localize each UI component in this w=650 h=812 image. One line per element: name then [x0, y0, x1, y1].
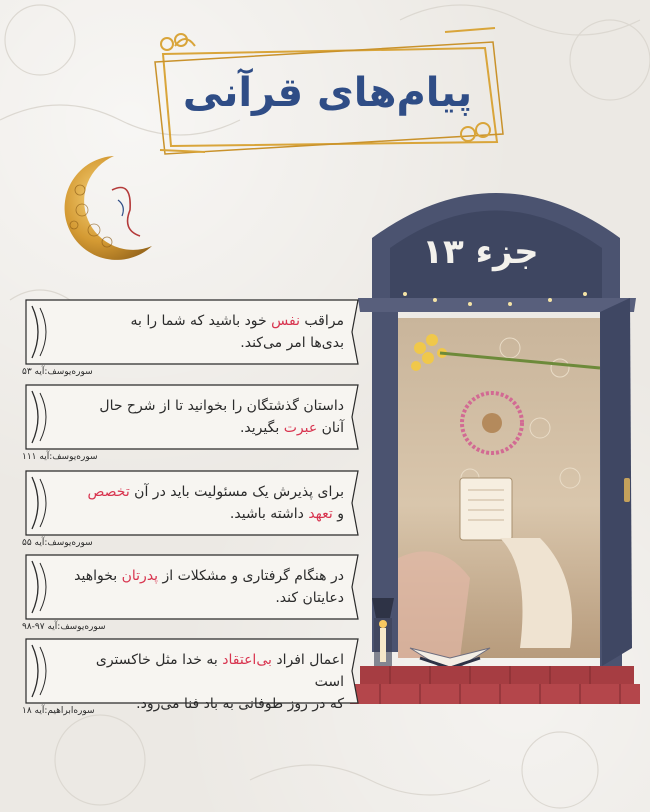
highlight-word: نفس	[271, 313, 300, 329]
card-text-part: داشته باشید.	[229, 506, 309, 522]
card-text	[74, 649, 344, 715]
highlight-word: پدرتان	[121, 568, 159, 584]
card-text-part: بگیرید.	[239, 420, 284, 436]
card-text-part: در هنگام گرفتاری و مشکلات از	[158, 568, 344, 584]
card-text-part: و	[332, 506, 344, 522]
card-text	[74, 565, 344, 609]
card-text-part: خود باشید که شما را به	[130, 313, 272, 329]
card-text-part: داستان گذشتگان را بخوانید تا از شرح حال	[99, 398, 344, 414]
card-text-part: اعمال افراد	[271, 652, 344, 668]
page-title: پیام‌های قرآنی	[182, 70, 473, 116]
verse-reference: سوره‌یوسف:آیه ۵۳	[22, 367, 93, 377]
message-card	[22, 637, 362, 716]
card-text-part: آنان	[317, 420, 344, 436]
card-text-line2: که در روز طوفانی به باد فنا می‌رود.	[136, 696, 344, 712]
verse-reference: سوره‌یوسف:آیه ۱۱۱	[22, 452, 98, 462]
highlight-word: بی‌اعتقاد	[222, 652, 272, 668]
verse-reference: سوره‌یوسف:آیه ۵۵	[22, 538, 93, 548]
card-text-line2: بدی‌ها امر می‌کند.	[240, 335, 344, 351]
message-card	[22, 553, 362, 632]
highlight-word: تعهد	[308, 506, 333, 522]
verse-reference: سوره‌ابراهیم:آیه ۱۸	[22, 706, 95, 716]
highlight-word: عبرت	[283, 420, 318, 436]
card-text-line2: دعایتان کند.	[275, 590, 344, 606]
card-text-part: مراقب	[299, 313, 344, 329]
title-banner	[145, 22, 510, 162]
card-text	[74, 481, 344, 525]
card-text	[74, 310, 344, 354]
card-text	[74, 395, 344, 439]
crescent-moon-icon	[52, 150, 162, 265]
card-text-part: بخواهید	[74, 568, 122, 584]
message-card	[22, 383, 362, 462]
juz-label: جزء ۱۳	[422, 232, 539, 272]
card-text-part: برای پذیرش یک مسئولیت باید در آن	[129, 484, 344, 500]
message-card	[22, 298, 362, 377]
card-text-part: به خدا مثل خاکستری است	[95, 652, 344, 690]
message-card	[22, 469, 362, 548]
verse-reference: سوره‌یوسف:آیه ۹۷-۹۸	[22, 622, 106, 632]
highlight-word: تخصص	[87, 484, 130, 500]
